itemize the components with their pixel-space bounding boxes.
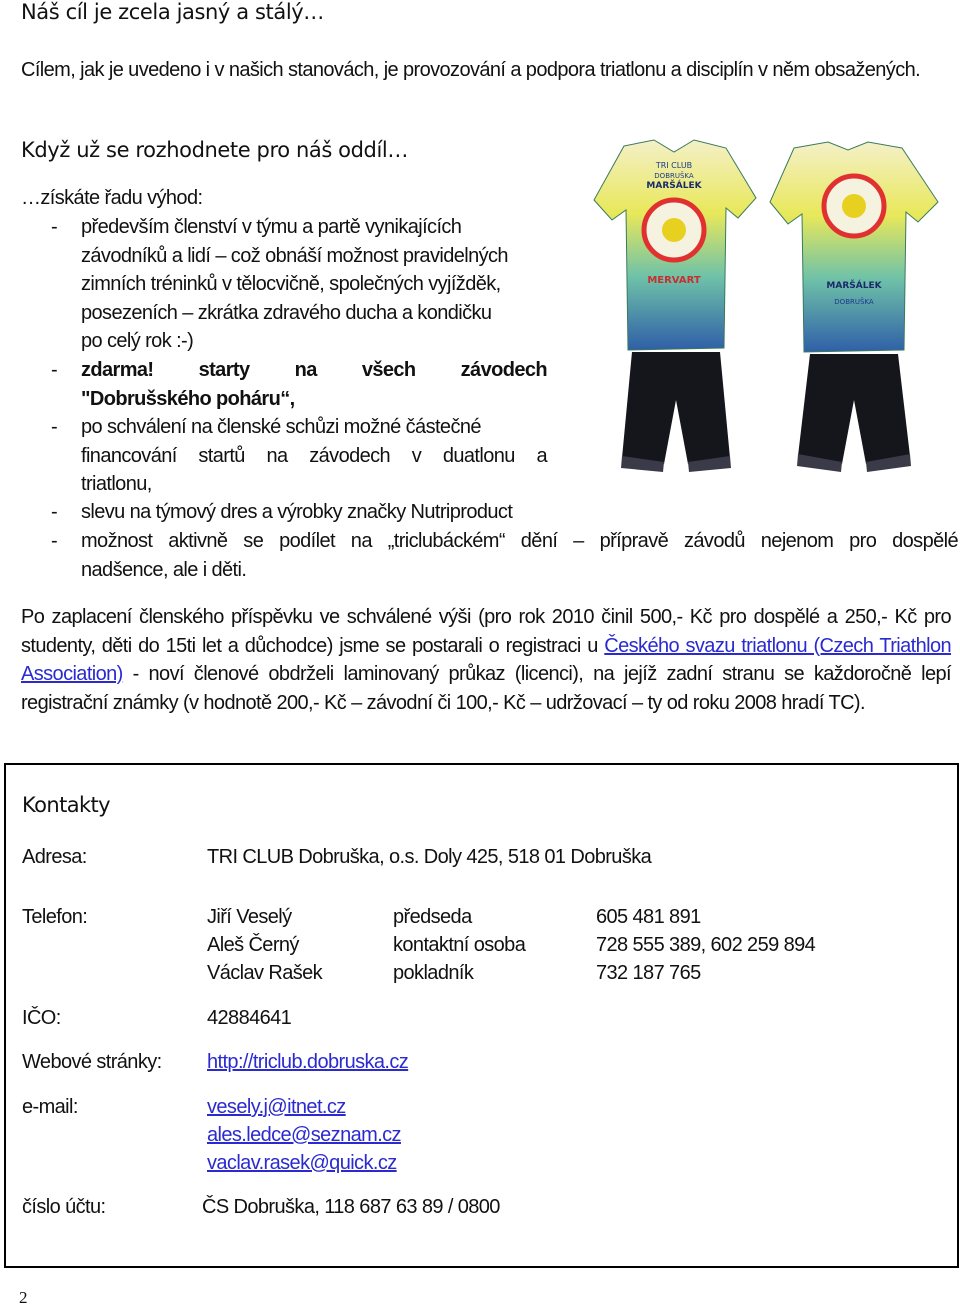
jersey-back-town-text: DOBRUŠKA [834,298,874,306]
jersey-front [594,140,756,472]
benefit-line: nadšence, ale i děti. [81,558,247,581]
benefit-line: triatlonu, [81,473,152,495]
phone-label: Telefon: [22,906,88,928]
contact-phone: 605 481 891 [596,906,701,928]
team-jersey-photo [566,138,946,498]
benefit-line: především členství v týmu a partě vynikajících [81,216,462,238]
benefit-line: po celý rok :-) [81,330,194,352]
jersey-sponsor-text: MARŠÁLEK [646,181,702,191]
contacts-box [4,763,959,1268]
jersey-club-text: TRI CLUB [655,161,693,170]
benefit-line: slevu na týmový dres a výrobky značky Nutriproduct [81,501,513,523]
benefit-line: zdarma! starty na všech závodech [81,359,547,381]
bullet-dash: - [51,216,58,238]
contact-role: kontaktní osoba [393,934,526,956]
bullet-dash: - [51,530,58,552]
website-link[interactable]: http://triclub.dobruska.cz [207,1051,409,1073]
benefit-line: závodníků a lidí – což obnáší možnost pravidelných [81,244,508,267]
contacts-title: Kontakty [22,793,111,817]
contact-phone: 728 555 389, 602 259 894 [596,934,816,956]
bullet-dash: - [51,501,58,523]
benefit-line: "Dobrušského poháru“, [81,387,295,410]
benefit-line: po schválení na členské schůzi možné částečné [81,416,481,438]
bank-account-value: ČS Dobruška, 118 687 63 89 / 0800 [202,1196,500,1218]
jersey-back-sponsor-text: MARŠÁLEK [826,281,882,291]
address-label: Adresa: [22,846,87,868]
contact-phone: 732 187 765 [596,962,701,984]
email-label: e-mail: [22,1096,78,1118]
intro-paragraph: Cílem, jak je uvedeno i v našich stanovách, je provozování a podpora triatlonu a disciplín v něm obsažených. [21,59,921,81]
benefit-line: financování startů na závodech v duatlonu a [81,444,547,467]
bank-account-label: číslo účtu: [22,1196,106,1218]
benefit-line: zimních tréninků v tělocvičně, společných vyjížděk, [81,273,501,295]
registration-text-end: - noví členové obdrželi laminovaný průkaz (licenci), na jejíž zadní stranu se každoročně lepí registrační známky (v hodnotě 200,- Kč – závodní či 100,- Kč – udržovací – ty od roku 2008 hradí TC). [21,663,951,714]
jersey-brand-text: MERVART [647,275,701,286]
jersey-town-text: DOBRUŠKA [654,172,694,180]
email-link[interactable]: vesely.j@itnet.cz [207,1096,346,1118]
website-label: Webové stránky: [22,1051,162,1073]
registration-text-start: Po zaplacení členského příspěvku ve schválené výši (pro rok 2010 činil 500,- Kč pro dospělé a 250,- Kč pro studenty, děti do 15ti let a důchodce) jsme se postarali o registraci u [21,606,951,657]
ico-value: 42884641 [207,1007,292,1029]
contact-name: Jiří Veselý [207,906,292,928]
jersey-back [770,142,938,472]
contact-name: Aleš Černý [207,934,299,956]
email-link[interactable]: vaclav.rasek@quick.cz [207,1152,397,1174]
contact-role: předseda [393,906,472,928]
page-number: 2 [19,1288,28,1307]
ico-label: IČO: [22,1007,61,1029]
section-subheading: Když už se rozhodnete pro náš oddíl… [21,138,408,162]
address-value: TRI CLUB Dobruška, o.s. Doly 425, 518 01 Dobruška [207,846,652,868]
czech-triathlon-association-link[interactable]: Českého svazu triatlonu (Czech Triathlon Association) [21,634,952,685]
bullet-dash: - [51,416,58,438]
benefits-lead: …získáte řadu výhod: [21,187,203,209]
benefit-line: možnost aktivně se podílet na „triclubáckém“ dění – přípravě závodů nejenom pro dospělé [81,530,958,552]
benefit-line: posezeních – zkrátka zdravého ducha a kondičku [81,301,492,324]
registration-paragraph [21,603,951,717]
contact-name: Václav Rašek [207,962,323,984]
bullet-dash: - [51,359,58,381]
contact-role: pokladník [393,962,474,984]
page-heading: Náš cíl je zcela jasný a stálý… [21,0,324,24]
email-link[interactable]: ales.ledce@seznam.cz [207,1124,401,1146]
